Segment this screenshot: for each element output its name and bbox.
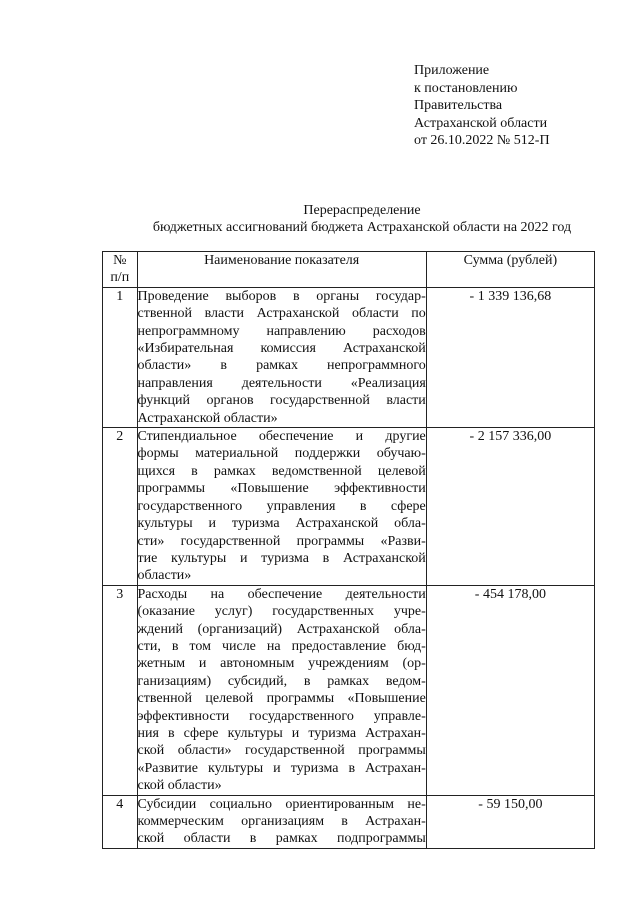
row-name-line: ждений (организаций) Астраханской обла- [137,621,426,637]
appendix-line: от 26.10.2022 № 512-П [414,133,550,148]
row-name-line: эффективности государственного управле- [137,708,426,724]
row-name-line: ственной власти Астраханской области по [137,306,426,322]
row-name-line: Астраханской области» [137,410,278,426]
row-name-line: государственного управления в сфере [137,498,426,514]
row-name-line: сти» государственной программы «Разви- [137,533,426,549]
row-name-line: направления деятельности «Реализация [137,375,426,391]
row-name-line: программы «Повышение эффективности [137,481,426,497]
table-row [103,287,595,427]
document-subtitle: бюджетных ассигнований бюджета Астраханской области на 2022 год [152,220,572,235]
header-sum: Сумма (рублей) [426,252,594,288]
row-name-line: ственной целевой программы «Повышение [137,691,426,707]
row-sum: - 59 150,00 [426,795,594,848]
row-num: 3 [103,585,138,795]
row-name-line: ской области» [137,778,222,794]
row-name-line: Стипендиальное обеспечение и другие [137,429,426,445]
row-sum: - 454 178,00 [426,585,594,795]
row-name [137,585,426,795]
row-name-line: ской области в рамках подпрограммы [137,831,426,847]
row-name-line: ской области» государственной программы [137,743,426,759]
row-name-line: жетным и автономным учреждениям (ор- [137,656,426,672]
document-title: Перераспределение [303,203,421,218]
row-name-line: сти, в том числе на предоставление бюд- [137,638,426,654]
row-sum: - 1 339 136,68 [426,287,594,427]
table-header-row [103,252,595,288]
row-num: 2 [103,428,138,586]
budget-table [102,251,595,849]
row-name-line: коммерческим организациям в Астрахан- [137,814,426,829]
header-num-line2: п/п [110,270,130,286]
table-row [103,585,595,795]
row-name-line: Субсидии социально ориентированным не- [137,796,426,812]
row-name-line: «Избирательная комиссия Астраханской [137,341,426,357]
row-name-line: культуры и туризма Астраханской обла- [137,516,426,532]
row-name-line: формы материальной поддержки обучаю- [137,446,426,462]
row-name-line: тие культуры и туризма в Астраханской [137,550,426,566]
row-name-line: ния в сфере культуры и туризма Астрахан- [137,725,426,741]
row-name-line: области» [137,568,192,584]
appendix-line: Астраханской области [414,115,548,131]
row-num: 4 [103,795,138,848]
row-name-line: «Развитие культуры и туризма в Астрахан- [137,760,426,776]
appendix-line: Правительства [414,98,503,113]
table-row [103,428,595,586]
row-num: 1 [103,287,138,427]
header-num [103,252,138,288]
row-name-line: области» в рамках непрограммного [137,358,426,374]
row-name-line: Расходы на обеспечение деятельности [137,586,426,602]
table-row [103,795,595,848]
row-name [137,287,426,427]
row-name-line: функций органов государственной власти [137,393,426,409]
row-name-line: Проведение выборов в органы государ- [137,288,426,304]
row-name-line: ганизациям) субсидий, в рамках ведом- [137,673,426,689]
appendix-line: к постановлению [414,80,518,96]
row-name [137,795,426,848]
row-name-line: непрограммному направлению расходов [137,323,426,339]
row-name [137,428,426,586]
header-num-line1: № [113,253,127,268]
appendix-block [414,62,550,150]
row-name-line: (оказание услуг) государственных учре- [137,604,426,620]
appendix-line: Приложение [414,63,490,78]
header-name: Наименование показателя [137,252,426,288]
row-sum: - 2 157 336,00 [426,428,594,586]
row-name-line: щихся в рамках ведомственной целевой [137,463,426,479]
